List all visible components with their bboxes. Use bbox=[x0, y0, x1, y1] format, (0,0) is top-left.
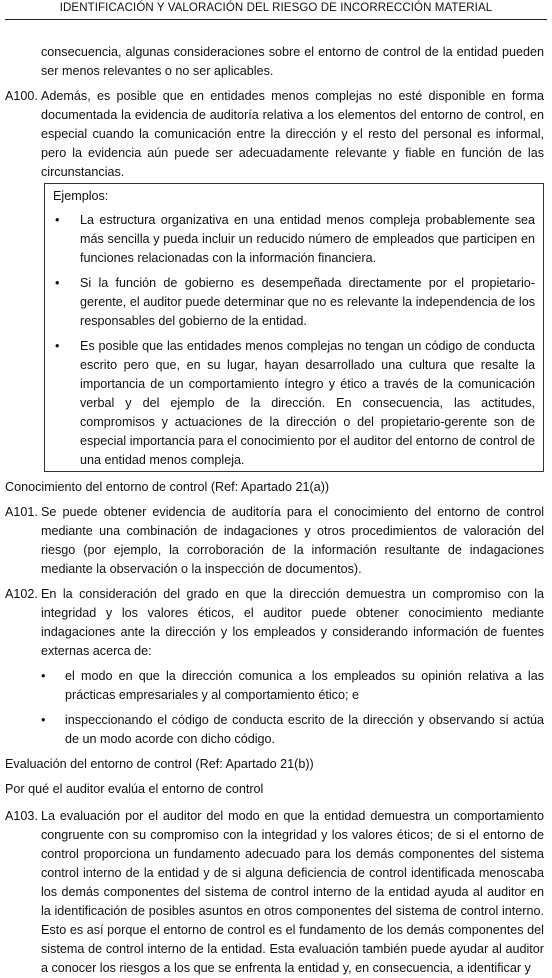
list-item-text: La estructura organizativa en una entidad menos compleja probablemente sea más sencilla y pueda incluir un reducido número de empleados que participen en funciones relacionadas con la información financiera. bbox=[80, 213, 535, 265]
bullet-icon: • bbox=[55, 213, 60, 227]
list-item bbox=[53, 337, 535, 470]
paragraph-text: La evaluación por el auditor del modo en que la entidad demuestra un comportamiento congruente con su compromiso con la integridad y los valores éticos; de si el entorno de control proporciona un fundamento adecuado para los demás componentes del sistema control interno de la entidad y de si alguna deficiencia de control identificada menoscaba los demás componentes del sistema de control interno de la entidad ayuda al auditor en la identificación de posibles asuntos en otros componentes del sistema de control interno. Esto es así porque el entorno de control es el fundamento de los demás componentes del sistema de control interno de la entidad. Esta evaluación también puede ayudar al auditor a conocer los riesgos a los que se enfrenta la entidad y, en consecuencia, a identificar y bbox=[41, 809, 544, 975]
paragraph-number: A101. bbox=[5, 505, 38, 519]
paragraph-a102 bbox=[5, 585, 544, 661]
subsection-heading: Por qué el auditor evalúa el entorno de control bbox=[5, 782, 264, 796]
paragraph-a103 bbox=[5, 807, 544, 978]
examples-list bbox=[53, 211, 535, 470]
paragraph-a100 bbox=[5, 87, 544, 182]
running-header: IDENTIFICACIÓN Y VALORACIÓN DEL RIESGO DE INCORRECCIÓN MATERIAL bbox=[59, 2, 493, 14]
paragraph-text: En la consideración del grado en que la dirección demuestra un compromiso con la integridad y los valores éticos, el auditor puede obtener conocimiento mediante indagaciones ante la dirección y los empleados y considerando información de fuentes externas acerca de: bbox=[41, 587, 544, 658]
bullet-icon: • bbox=[55, 339, 60, 353]
paragraph-number: A102. bbox=[5, 587, 38, 601]
paragraph-a101 bbox=[5, 503, 544, 579]
document-body bbox=[5, 43, 544, 978]
list-item bbox=[41, 711, 544, 749]
header-rule bbox=[5, 19, 547, 20]
paragraph-number: A100. bbox=[5, 89, 38, 103]
list-item bbox=[53, 274, 535, 331]
list-item-text: Si la función de gobierno es desempeñada directamente por el propietario-gerente, el auditor puede determinar que no es relevante la independencia de los responsables del gobierno de la entidad. bbox=[80, 276, 535, 328]
continuation-paragraph: consecuencia, algunas consideraciones sobre el entorno de control de la entidad pueden ser menos relevantes o no ser aplicables. bbox=[41, 45, 544, 78]
examples-box bbox=[44, 183, 544, 472]
paragraph-text: Se puede obtener evidencia de auditoría para el conocimiento del entorno de control mediante una combinación de indagaciones y otros procedimientos de valoración del riesgo (por ejemplo, la corroboración de la información resultante de indagaciones mediante la observación o la inspección de documentos). bbox=[41, 505, 544, 576]
bullet-icon: • bbox=[41, 713, 46, 727]
list-item-text: el modo en que la dirección comunica a los empleados su opinión relativa a las prácticas empresariales y al comportamiento ético; e bbox=[65, 669, 544, 702]
a102-list bbox=[41, 667, 544, 749]
paragraph-number: A103. bbox=[5, 809, 38, 823]
list-item-text: inspeccionando el código de conducta escrito de la dirección y observando si actúa de un modo acorde con dicho código. bbox=[65, 713, 544, 746]
bullet-icon: • bbox=[55, 276, 60, 290]
list-item bbox=[41, 667, 544, 705]
paragraph-text: Además, es posible que en entidades menos complejas no esté disponible en forma documentada la evidencia de auditoría relativa a los elementos del entorno de control, en especial cuando la comunicación entre la dirección y el resto del personal es informal, pero la evidencia aún puede ser adecuadamente relevante y fiable en función de las circunstancias. bbox=[41, 89, 544, 179]
list-item bbox=[53, 211, 535, 268]
bullet-icon: • bbox=[41, 669, 46, 683]
examples-title: Ejemplos: bbox=[53, 189, 109, 203]
section-heading: Evaluación del entorno de control (Ref: Apartado 21(b)) bbox=[5, 757, 314, 771]
list-item-text: Es posible que las entidades menos complejas no tengan un código de conducta escrito pero que, en su lugar, hayan desarrollado una cultura que resalte la importancia de un comportamiento íntegro y ético a través de la comunicación verbal y del ejemplo de la dirección. En consecuencia, las actitudes, compromisos y actuaciones de la dirección o del propietario-gerente son de especial importancia para el conocimiento por el auditor del entorno de control de una entidad menos compleja. bbox=[80, 339, 535, 467]
section-heading: Conocimiento del entorno de control (Ref: Apartado 21(a)) bbox=[5, 480, 330, 494]
